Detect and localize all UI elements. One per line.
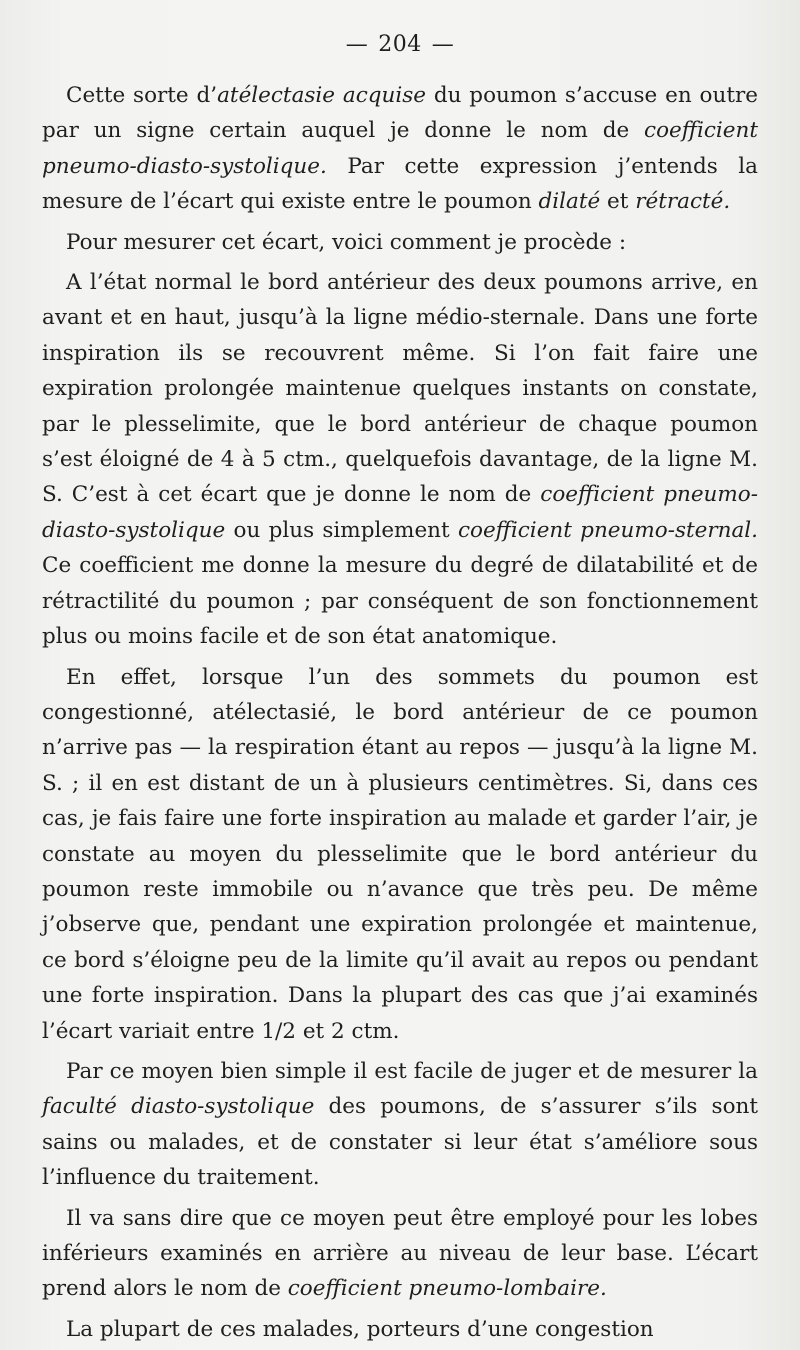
text-run: Ce coefficient me donne la mesure du degré de dilatabilité et de rétractilité du poumon ; par conséquent de son fonctionnement plus ou moins facile et de son état anatomique.: [42, 553, 758, 650]
paragraph-2: Pour mesurer cet écart, voici comment je procède :: [66, 229, 627, 255]
text-run: et: [600, 189, 636, 215]
italic-term: coefficient pneumo-sternal.: [457, 517, 759, 543]
italic-term: rétracté.: [635, 189, 731, 215]
page-number: [42, 30, 758, 60]
italic-term: coefficient pneumo-diasto-systolique: [42, 482, 758, 543]
text-run: ou plus simplement: [225, 517, 458, 543]
body-text: [42, 78, 758, 1347]
paragraph-4: En effet, lorsque l’un des sommets du poumon est congestionné, atélectasié, le bord antérieur de ce poumon n’arrive pas — la respiration étant au repos — jusqu’à la ligne M. S. ; il en est distant de un à plusieurs centimètres. Si, dans ces cas, je fais faire une forte inspiration au malade et garder l’air, je constate au moyen du plesselimite que le bord antérieur du poumon reste immobile ou n’avance que très peu. De même j’observe que, pendant une expiration prolongée et maintenue, ce bord s’éloigne peu de la limite qu’il avait au repos ou pendant une forte inspiration. Dans la plupart des cas que j’ai examinés l’écart variait entre 1/2 et 2 ctm.: [42, 664, 758, 1044]
paragraph-7: La plupart de ces malades, porteurs d’une congestion: [66, 1316, 654, 1342]
paragraph-5: [42, 1054, 758, 1196]
page-number-value: 204: [378, 32, 422, 57]
text-run: du poumon s’accuse en outre par un signe certain auquel je donne le nom de: [42, 83, 758, 144]
italic-term: atélectasie acquise: [217, 83, 426, 108]
text-run: Cette sorte d’: [66, 83, 218, 108]
text-run: Par cette expression j’entends la mesure de l’écart qui existe entre le poumon: [42, 153, 758, 215]
paragraph-6: [42, 1201, 758, 1307]
italic-term: coefficient pneumo-diasto-systolique.: [42, 118, 758, 179]
text-run: des poumons, de s’assurer s’ils sont sains ou malades, et de constater si leur état s’améliore sous l’influence du traitement.: [42, 1094, 758, 1191]
text-run: Par ce moyen bien simple il est facile de juger et de mesurer la: [66, 1058, 758, 1084]
italic-term: faculté diasto-systolique: [42, 1094, 315, 1120]
italic-term: dilaté: [538, 189, 601, 215]
paragraph-1: [42, 78, 758, 220]
italic-term: coefficient pneumo-lombaire.: [287, 1276, 607, 1302]
text-run: Il va sans dire que ce moyen peut être employé pour les lobes inférieurs examinés en arrière au niveau de leur base. L’écart prend alors le nom de: [42, 1205, 758, 1302]
dash-right: —: [431, 32, 455, 57]
dash-left: —: [345, 32, 369, 57]
text-run: A l’état normal le bord antérieur des deux poumons arrive, en avant et en haut, jusqu’à la ligne médio-sternale. Dans une forte inspiration ils se recouvrent même. Si l’on fait faire une expiration prolongée maintenue quelques instants on constate, par le plesselimite, que le bord antérieur de chaque poumon s’est éloigné de 4 à 5 ctm., quelquefois davantage, de la ligne M. S. C’est à cet écart que je donne le nom de: [42, 270, 758, 508]
paragraph-3: [42, 265, 758, 654]
